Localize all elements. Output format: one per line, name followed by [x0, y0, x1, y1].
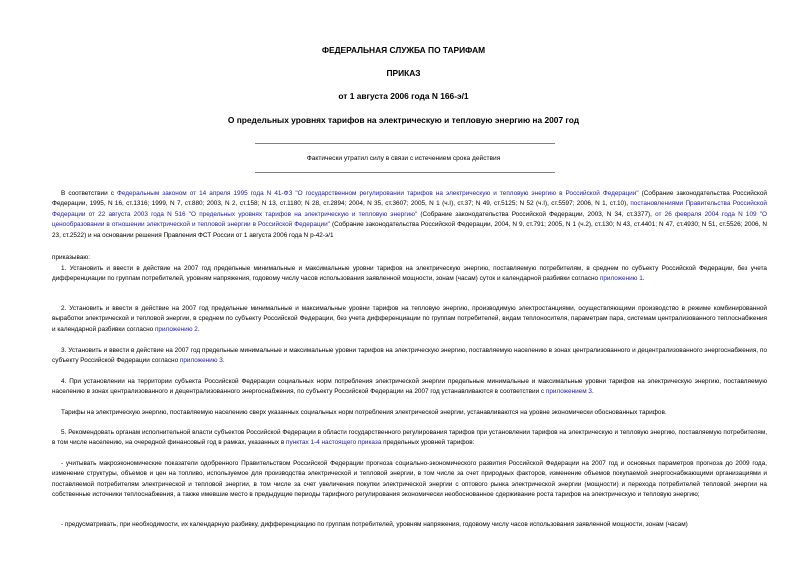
link-appendix-1[interactable]: приложению 1: [599, 275, 643, 283]
item-4-note: Тарифы на электрическую энергию, поставляемую населению сверх указанных социальных норм потребления электрической энергии, устанавливаются на уровне экономически обоснованных тарифов.: [61, 409, 667, 416]
link-items-1-4[interactable]: пунктах 1-4 настоящего приказа: [286, 439, 382, 447]
preamble-text-1: В соответствии с: [61, 190, 117, 197]
link-government-resolution-109[interactable]: от 26 февраля 2004 года N 109 "О ценообразовании в отношении электрической и тепловой энергии в Российской Федерации": [52, 210, 767, 229]
link-appendix-3[interactable]: приложению 3: [179, 357, 223, 365]
item-1-text: 1. Установить и ввести в действие на 2007 год предельные минимальные и максимальные уровни тарифов на электрическую энергию, поставляемую потребителям, в среднем по субъекту Российской Федерации, без учета дифференциации по группам потребителей, уровням напряжения, годовому числу часов использования заявленной мощности, зонам (часам) суток и календарной разбивки согласно: [52, 265, 767, 283]
link-federal-law[interactable]: Федеральным законом от 14 апреля 1995 года N 41-ФЗ "О государственном регулировании тарифов на электрическую и тепловую энергию в Российской Федерации": [116, 190, 639, 197]
preamble-text-2: (Собрание законодательства Российской Федерации, 1995, N 16, ст.1316; 1999, N 7, ст.880; 2003, N 2, ст.158; N 13, ст.1180; N 28, ст.2894; 2004, N 35, ст.3607; 2005, N 1 (ч.I), ст.37; N 49, ст.5125; N 52 (ч.I), ст.5597; 2006, N 1, ст.10),: [52, 190, 767, 208]
doc-type: ПРИКАЗ: [386, 68, 421, 78]
item-5: [52, 428, 767, 449]
link-appendix-3-item-4[interactable]: приложением 3: [545, 388, 592, 396]
link-appendix-2[interactable]: приложению 2: [154, 325, 198, 333]
item-3-text: 3. Установить и ввести в действие на 2007 год предельные минимальные и максимальные уровни тарифов на электрическую энергию, поставляемую населению в зонах централизованного и децентрализованного энергоснабжения, по субъекту Российской Федерации согласно: [52, 347, 767, 365]
preamble: [52, 189, 767, 241]
link-government-resolution-516[interactable]: постановлениями Правительства Российской Федерации от 22 августа 2003 года N 516 "О предельных уровнях тарифов на электрическую и тепловую энергию": [52, 200, 767, 218]
order-word: приказываю:: [52, 254, 90, 261]
item-4: [52, 377, 767, 398]
item-5-bullet-b: - предусматривать, при необходимости, их календарную разбивку, дифференциацию по группам потребителей, уровням напряжения, годовому числу часов использования заявленной мощности, зонам (часам): [61, 521, 688, 528]
note-divider-bottom: [255, 172, 555, 173]
item-2-text: 2. Установить и ввести в действие на 2007 год предельные минимальные и максимальные уровни тарифов на тепловую энергию, производимую электростанциями, осуществляющими производство в режиме комбинированной выработки электрической и тепловой энергии, в среднем по субъекту Российской Федерации, без учета дифференциации по группам потребителей, видам теплоносителя, параметрам пара, системам централизованного теплоснабжения и календарной разбивки согласно: [52, 305, 767, 333]
agency-name: ФЕДЕРАЛЬНАЯ СЛУЖБА ПО ТАРИФАМ: [321, 45, 486, 55]
item-2-end: .: [197, 325, 200, 333]
page-title: О предельных уровнях тарифов на электрическую и тепловую энергию на 2007 год: [227, 115, 580, 125]
item-4-end: .: [591, 388, 594, 396]
item-1: [52, 264, 767, 285]
item-3-end: .: [222, 357, 225, 365]
item-5-bullet-a: - учитывать макроэкономические показатели одобренного Правительством Российской Федерации прогноза социально-экономического развития Российской Федерации на 2007 год и основных параметров прогноза до 2009 года, изменение структуры, объемов и цен на топливо, используемое для производства электрической и тепловой энергии, в том числе за счет природных факторов, изменение объемов покупаемой энергоснабжающими организациями и поставляемой потребителям электрической и тепловой энергии, в том числе за счет увеличения покупки электрической энергии с оптового рынка электрической энергии (мощности) и перехода потребителей тепловой энергии на собственные источники теплоснабжения, а также имевшие место в предыдущие периоды тарифного регулирования экономически необоснованное сдерживание роста тарифов на электрическую и тепловую энергию;: [52, 460, 767, 499]
item-1-end: .: [642, 275, 645, 283]
preamble-text-4: (Собрание законодательства Российской Федерации, 2004, N 9, ст.791; 2005, N 1 (ч.2), ст.130; N 43, ст.4401; N 47, ст.4930; N 51, ст.5526; 2006, N 23, ст.2522) и на основании решения Правления ФСТ России от 1 августа 2006 года N р-42-э/1: [52, 221, 767, 239]
note-divider-top: [255, 143, 555, 144]
item-4-text: 4. При установлении на территории субъекта Российской Федерации социальных норм потребления электрической энергии предельные минимальные и максимальные уровни тарифов на электрическую энергию, поставляемую населению в зонах централизованного и децентрализованного энергоснабжения, по субъекту Российской Федерации на 2007 год устанавливаются в соответствии с: [52, 378, 767, 396]
item-5-end: предельных уровней тарифов:: [381, 439, 475, 447]
doc-date-number: от 1 августа 2006 года N 166-э/1: [338, 91, 469, 101]
preamble-text-3: (Собрание законодательства Российской Федерации, 2003, N 34, ст.3377),: [417, 210, 656, 218]
item-2: [52, 304, 767, 335]
status-note: Фактически утратил силу в связи с истечением срока действия: [306, 155, 501, 162]
item-3: [52, 346, 767, 367]
item-5-text: 5. Рекомендовать органам исполнительной власти субъектов Российской Федерации в области государственного регулирования тарифов при установлении тарифов на электрическую и тепловую энергию, поставляемую потребителям, в том числе населению, на очередной финансовый год в рамках, указанных в: [52, 429, 767, 447]
